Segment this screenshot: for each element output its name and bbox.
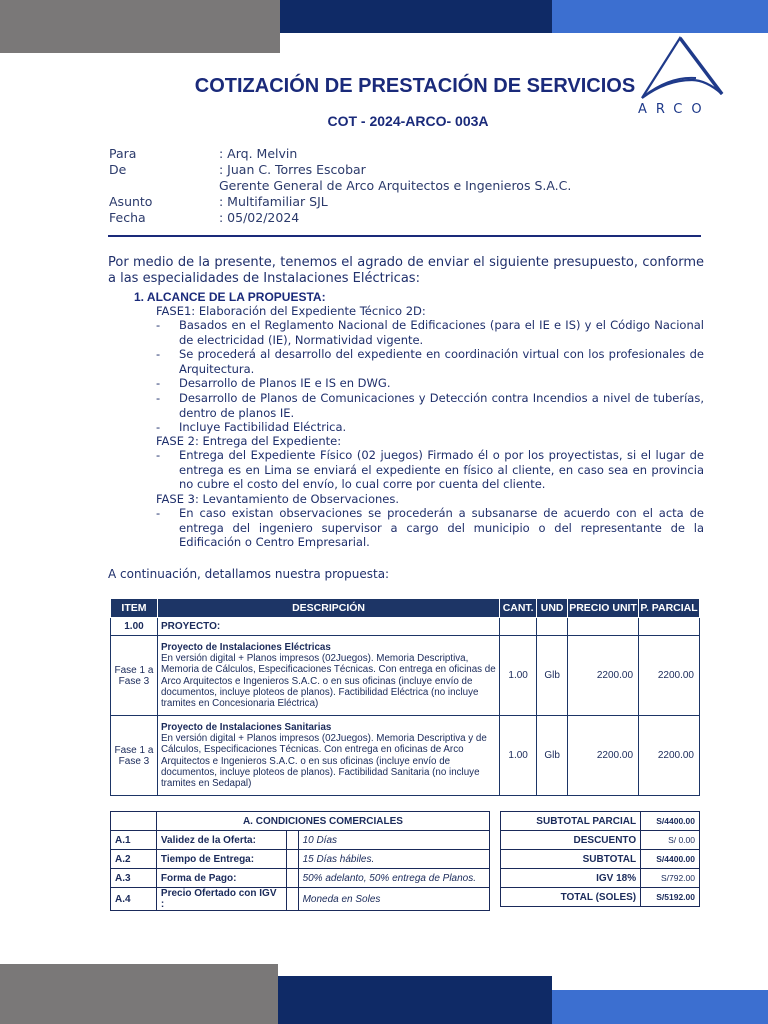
- table-header-row: [111, 599, 700, 618]
- row-precio: 2200.00: [568, 716, 639, 796]
- project-label: PROYECTO:: [157, 618, 499, 636]
- alcance-heading: 1. ALCANCE DE LA PROPUESTA:: [134, 290, 326, 304]
- conditions-table: [110, 811, 490, 911]
- table-row: [111, 716, 700, 796]
- fase2-title: FASE 2: Entrega del Expediente:: [156, 434, 342, 448]
- top-navy-band: [280, 0, 552, 33]
- intro-paragraph: Por medio de la presente, tenemos el agrado de enviar el siguiente presupuesto, conforme a las especialidades de Instalaciones Eléctricas:: [108, 255, 704, 286]
- top-blue-band: [552, 0, 768, 33]
- totals-table: [500, 811, 700, 907]
- quote-code: COT - 2024-ARCO- 003A: [327, 113, 489, 129]
- table-row: IGV 18% S/792.00: [501, 869, 700, 888]
- col-header-descripcion: DESCRIPCIÓN: [157, 599, 499, 618]
- bottom-navy-band: [278, 976, 552, 1024]
- row-cant: 1.00: [500, 716, 537, 796]
- table-row: DESCUENTO S/ 0.00: [501, 831, 700, 850]
- table-row: A.3 Forma de Pago: 50% adelanto, 50% entrega de Planos.: [111, 869, 490, 888]
- table-row: A.4 Precio Ofertado con IGV : Moneda en Soles: [111, 888, 490, 911]
- row-und: Glb: [537, 636, 568, 716]
- table-row: A.1 Validez de la Oferta: 10 Días: [111, 831, 490, 850]
- fase3-title: FASE 3: Levantamiento de Observaciones.: [156, 492, 400, 506]
- col-header-und: UND: [537, 599, 568, 618]
- row-und: Glb: [537, 716, 568, 796]
- project-item: 1.00: [111, 618, 158, 636]
- table-row: TOTAL (SOLES) S/5192.00: [501, 888, 700, 907]
- bottom-gray-band: [0, 964, 278, 1024]
- header-divider: [108, 235, 701, 237]
- table-row: SUBTOTAL PARCIAL S/4400.00: [501, 812, 700, 831]
- continuacion-text: A continuación, detallamos nuestra propuesta:: [108, 567, 390, 581]
- table-row: A.2 Tiempo de Entrega: 15 Días hábiles.: [111, 850, 490, 869]
- row-item: Fase 1 a Fase 3: [111, 636, 158, 716]
- fase1-title: FASE1: Elaboración del Expediente Técnico 2D:: [156, 304, 426, 318]
- table-row: [111, 636, 700, 716]
- col-header-precio-unit: PRECIO UNIT: [568, 599, 639, 618]
- table-row: SUBTOTAL S/4400.00: [501, 850, 700, 869]
- quote-table: [110, 598, 700, 796]
- col-header-cant: CANT.: [500, 599, 537, 618]
- row-parcial: 2200.00: [639, 716, 700, 796]
- table-row: [111, 618, 700, 636]
- document-title: COTIZACIÓN DE PRESTACIÓN DE SERVICIOS: [194, 75, 636, 97]
- col-header-item: ITEM: [111, 599, 158, 618]
- col-header-parcial: P. PARCIAL: [639, 599, 700, 618]
- logo-text: ARCO: [638, 102, 711, 117]
- bottom-blue-band: [552, 990, 768, 1024]
- row-precio: 2200.00: [568, 636, 639, 716]
- row-parcial: 2200.00: [639, 636, 700, 716]
- conditions-heading: A. CONDICIONES COMERCIALES: [156, 812, 489, 831]
- row-item: Fase 1 a Fase 3: [111, 716, 158, 796]
- row-description: Proyecto de Instalaciones Eléctricas En versión digital + Planos impresos (02Juegos). Memoria Descriptiva, Memoria de Cálculos, Especificaciones Técnicas. Con entrega en oficinas de Arco Arquitectos e Ingenieros S.A.C. o en sus oficinas (incluye envío de documentos, incluye ploteos de planos). Factibilidad Eléctrica (no incluye tramites en Concesionaria Eléctrica): [157, 636, 499, 716]
- top-gray-band: [0, 0, 280, 53]
- row-description: Proyecto de Instalaciones Sanitarias En versión digital + Planos impresos (02Juegos). Memoria Descriptiva y de Cálculos, Especificaciones Técnicas. Con entrega en oficinas de Arco Arquitectos e Ingenieros S.A.C. o en sus oficinas (incluye envío de documentos, incluye ploteos de planos). Factibilidad Sanitaria (no incluye tramites en Sedapal): [157, 716, 499, 796]
- row-cant: 1.00: [500, 636, 537, 716]
- conditions-header-row: [111, 812, 490, 831]
